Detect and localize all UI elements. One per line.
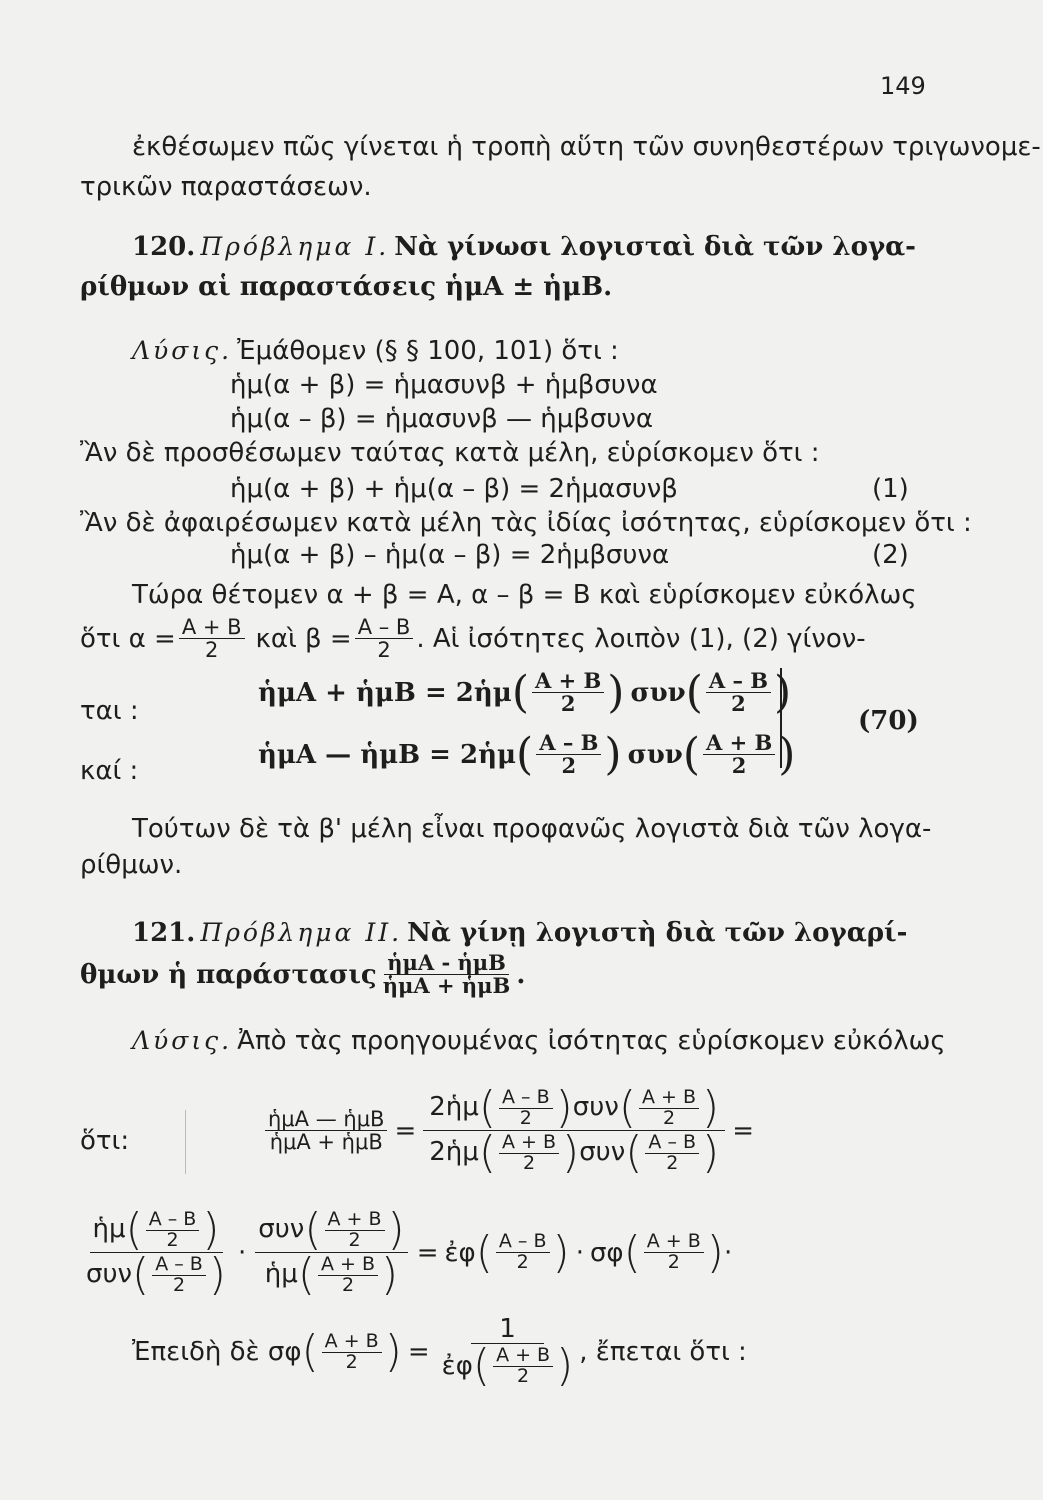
hos-frac-den [152,1252,206,1296]
alpha-fraction-denominator: 2 [204,638,219,663]
derivation-line-1 [262,1082,755,1178]
problem-121-period: . [516,959,526,990]
problem-121-number: 121. [132,918,196,948]
syn-over-hm-den: ἡμ ( $\frac{A + B}{2}$ ) [264,1249,399,1300]
equation-2: ἡμ(α + β) – ἡμ(α – β) = 2ἡμβσυνα [230,540,670,570]
formula-70-sum-frac-2 [706,670,771,715]
formula-70-sum-lhs: ἡμΑ + ἡμΒ = 2ἡμ [258,677,512,708]
formula-70-diff-lhs: ἡμΑ — ἡμΒ = 2ἡμ [258,739,517,770]
hos-frac-den-d: 2 [172,1273,186,1296]
formula-70-diff-syn: συν [627,739,683,770]
ef-label: ἐφ [444,1237,476,1268]
problem-120-label: Πρόβλημα I. [200,232,390,261]
formula-70-tag: (70) [858,706,919,736]
formula-70-sum-syn: συν [630,677,686,708]
hos-frac-num [146,1207,200,1251]
problem-121-fraction-num: ἡμΑ - ἡμΒ [384,952,509,975]
equals-2: = [732,1115,755,1146]
hm-over-syn-den: συν ( $\frac{A - B}{2}$ ) [86,1249,227,1300]
problem-121-statement-2-text: θμων ἡ παράστασις [80,959,377,990]
problem-121-fraction-den: ἡμΑ + ἡμΒ [382,973,511,999]
big-den-frac-2-num: Α – Β [645,1133,699,1154]
hos-frac-num-d: 2 [166,1228,179,1251]
big-den-frac-1-den: 2 [522,1151,536,1174]
ef-frac-den: 2 [516,1251,529,1273]
formula-70-brace [780,668,794,768]
kai-label: καί : [80,756,139,786]
ef-frac-num: Α – Β [496,1232,550,1253]
reciprocal-ef-frac-den: 2 [517,1364,530,1387]
hm-over-syn [83,1204,229,1300]
soh-frac-num [325,1207,385,1251]
syn-over-hm [255,1204,407,1300]
problem-120-heading [132,232,916,262]
problem-121-label: Πρόβλημα II. [200,918,403,947]
sf-frac-num: Α + Β [644,1232,704,1253]
big-den-frac-2 [645,1130,699,1174]
epeidi-sf-frac [322,1329,382,1373]
equation-sum-angle: ἡμ(α + β) = ἡμασυνβ + ἡμβσυνα [230,370,658,400]
formula-70-sum-frac-2-den: 2 [731,691,746,717]
reciprocal-ef: ἐφ [441,1350,473,1381]
reciprocal-ef-frac-num: Α + Β [493,1346,553,1367]
reciprocal-fraction [439,1314,577,1392]
problem-121-heading [132,918,907,948]
beta-fraction [355,616,414,661]
formula-70-diff: ἡμΑ — ἡμΒ = 2ἡμ ( $\frac{A - B}{2}$ ) συν ( $\frac{A + B}{2}$ ) [258,728,796,780]
syn-over-hm-num: συν ( $\frac{A + B}{2}$ ) [255,1208,407,1253]
hm-over-syn-num: ἡμ ( $\frac{A - B}{2}$ ) [90,1208,223,1253]
soh-frac-den-n: Α + Β [318,1255,378,1276]
formula-70-diff-frac-1-num: Α – Β [536,732,601,755]
hos-syn: συν [86,1259,133,1290]
sf-frac-den: 2 [667,1251,680,1273]
equals-3: = [416,1237,439,1268]
big-den-frac-2-den: 2 [666,1151,679,1174]
solution-1-text-3: Ἂν δὲ ἀφαιρέσωμεν κατὰ μέλη τὰς ἰδίας ἰσότητας, εὑρίσκομεν ὅτι : [80,508,972,538]
ef-frac [496,1232,550,1273]
formula-70-diff-frac-1 [536,732,601,777]
big-den-hm: 2ἡμ [429,1137,479,1168]
epeidi-text: Ἐπειδὴ δὲ σφ [132,1337,302,1368]
big-den-syn: συν [579,1137,626,1168]
equation-diff-angle: ἡμ(α – β) = ἡμασυνβ — ἡμβσυνα [230,404,654,434]
end-dot: · [723,1237,733,1268]
problem-120-number: 120. [132,232,196,262]
formula-70-sum: ἡμΑ + ἡμΒ = 2ἡμ ( $\frac{A + B}{2}$ ) συν ( $\frac{A - B}{2}$ ) [258,666,792,718]
equation-2-tag: (2) [872,540,909,570]
formula-70-diff-frac-1-den: 2 [561,753,577,779]
multiply-dot-1: · [238,1237,247,1268]
big-num-syn: συν [572,1092,619,1123]
hos-hm: ἡμ [92,1214,126,1245]
epetai-text: , ἔπεται ὅτι : [579,1337,747,1368]
soh-frac-den-d: 2 [341,1273,355,1296]
substitution-alpha: ὅτι α = [80,623,176,654]
formula-70-diff-frac-2 [703,732,775,777]
solution-1-text-4: Τώρα θέτομεν α + β = Α, α – β = Β καὶ εὑρίσκομεν εὐκόλως [132,580,917,610]
big-fraction [423,1082,725,1178]
big-den-frac-1-num: Α + Β [499,1133,559,1154]
solution-2-label: Λύσις. [132,1026,233,1055]
solution-1-text-2: Ἂν δὲ προσθέσωμεν ταύτας κατὰ μέλη, εὑρίσκομεν ὅτι : [80,438,820,468]
substitution-line [80,616,866,661]
solution-1-label: Λύσις. [132,336,233,365]
big-num-frac-1-num: Α – Β [499,1088,553,1109]
solution-2-text-1: Ἀπὸ τὰς προηγουμένας ἰσότητας εὑρίσκομεν εὐκόλως [237,1026,946,1056]
hos-frac-num-n: Α – Β [146,1210,200,1231]
soh-frac-den [318,1252,378,1296]
intro-line-1: ἐκθέσωμεν πῶς γίνεται ἡ τροπὴ αὕτη τῶν συνηθεστέρων τριγωνομε- [132,132,1041,162]
beta-fraction-numerator: Α – Β [355,616,414,639]
alpha-fraction [179,616,245,661]
big-num-frac-2-num: Α + Β [639,1088,699,1109]
soh-frac-num-n: Α + Β [325,1210,385,1231]
reciprocal-den: ἐφ ( $\frac{A + B}{2}$ ) [441,1340,574,1392]
formula-70-sum-frac-1-num: Α + Β [532,670,604,693]
big-fraction-num: 2ἡμ ( $\frac{A - B}{2}$ ) συν ( $\frac{A + B}{2}$ ) [423,1086,725,1131]
formula-70-sum-frac-2-num: Α – Β [706,670,771,693]
big-den-frac-1 [499,1130,559,1174]
formula-70-sum-frac-1 [532,670,604,715]
problem-121-fraction [380,952,514,997]
equation-1-tag: (1) [872,474,909,504]
beta-fraction-denominator: 2 [377,638,391,663]
ratio-fraction-den: ἡμΑ + ἡμΒ [269,1130,383,1154]
big-num-frac-1-den: 2 [519,1106,532,1129]
soh-hm: ἡμ [264,1259,298,1290]
problem-120-statement-2: ρίθμων αἱ παραστάσεις ἡμΑ ± ἡμΒ. [80,272,613,302]
alpha-fraction-numerator: Α + Β [179,616,245,639]
formula-70-diff-frac-2-num: Α + Β [703,732,775,755]
intro-line-2: τρικῶν παραστάσεων. [80,172,372,202]
equals-1: = [394,1115,417,1146]
epeidi-sf-frac-num: Α + Β [322,1332,382,1353]
big-num-hm: 2ἡμ [429,1092,479,1123]
solution-1-text-1: Ἐμάθομεν (§ § 100, 101) ὅτι : [237,336,619,366]
soh-frac-num-d: 2 [348,1228,361,1251]
ratio-fraction-num: ἡμΑ — ἡμΒ [265,1108,387,1131]
big-num-frac-1 [499,1085,553,1129]
epeidi-line: Ἐπειδὴ δὲ σφ ( $\frac{A + B}{2}$ ) = 1 ἐφ ( $\frac{A + B}{2}$ ) , ἔπεται ὅτι : [132,1314,747,1392]
solution-1-intro [132,336,619,366]
solution-1-text-7: ρίθμων. [80,850,183,880]
problem-121-statement-2 [80,952,525,997]
soh-syn: συν [258,1214,305,1245]
substitution-beta: καὶ β = [255,623,352,654]
big-fraction-den: 2ἡμ ( $\frac{A + B}{2}$ ) συν ( $\frac{A - B}{2}$ ) [429,1127,720,1178]
big-num-frac-2-den: 2 [662,1106,676,1129]
solution-1-text-6: Τούτων δὲ τὰ β' μέλη εἶναι προφανῶς λογιστὰ διὰ τῶν λογα- [132,814,932,844]
hos-frac-den-n: Α – Β [152,1255,206,1276]
sf-label: σφ [589,1237,624,1268]
epeidi-sf-frac-den: 2 [345,1350,358,1373]
formula-70-diff-frac-2-den: 2 [731,753,747,779]
ratio-fraction [265,1108,387,1153]
margin-rule [185,1110,186,1174]
ta-label: ται : [80,696,139,726]
problem-121-statement-1: Νὰ γίνῃ λογιστὴ διὰ τῶν λογαρί- [407,918,908,948]
big-num-frac-2 [639,1085,699,1129]
sf-frac [644,1232,704,1273]
equals-4: = [407,1337,430,1368]
solution-2-intro [132,1026,946,1056]
page-number: 149 [880,72,926,100]
oti-label: ὅτι: [80,1126,130,1156]
derivation-line-2: ἡμ ( $\frac{A - B}{2}$ ) συν ( $\frac{A - B}{2}$ ) · συν ( $\frac{A + B}{2}$ ) ἡμ ( $\frac{A + B}{2}$ ) = ἐφ ( $\frac{A - B}{2}$ ) · σφ ( $\frac{A + B}{2}$ ) · [80,1208,732,1297]
substitution-continuation: . Αἱ ἰσότητες λοιπὸν (1), (2) γίνον- [416,623,866,654]
problem-120-statement-1: Νὰ γίνωσι λογισταὶ διὰ τῶν λογα- [394,232,916,262]
reciprocal-num: 1 [471,1316,544,1344]
multiply-dot-2: · [575,1237,584,1268]
reciprocal-ef-frac [493,1343,553,1387]
formula-70-sum-frac-1-den: 2 [560,691,576,717]
equation-1: ἡμ(α + β) + ἡμ(α – β) = 2ἡμασυνβ [230,474,678,504]
